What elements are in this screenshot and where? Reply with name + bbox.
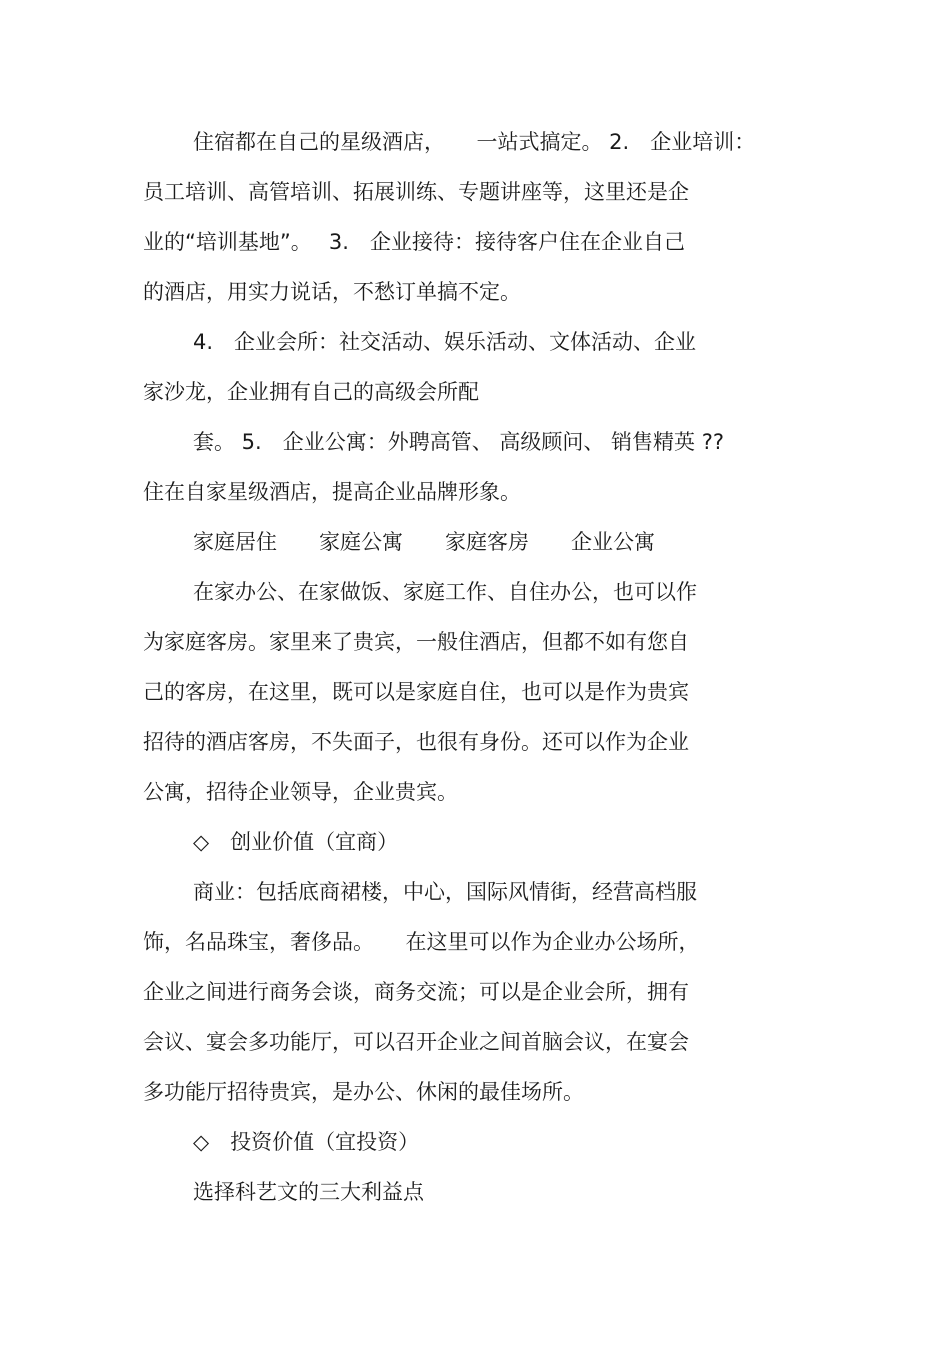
text-line: 多功能厅招待贵宾，是办公、休闲的最佳场所。 — [143, 1080, 584, 1104]
text-line: 企业之间进行商务会谈，商务交流；可以是企业会所，拥有 — [143, 980, 689, 1004]
text-line: 家庭居住 家庭公寓 家庭客房 企业公寓 — [193, 530, 655, 554]
text-line: 选择科艺文的三大利益点 — [193, 1180, 424, 1204]
text-line: 住在自家星级酒店，提高企业品牌形象。 — [143, 480, 521, 504]
text-line: 员工培训、高管培训、拓展训练、专题讲座等，这里还是企 — [143, 180, 689, 204]
text-line: 在家办公、在家做饭、家庭工作、自住办公，也可以作 — [193, 580, 697, 604]
text-line: 商业：包括底商裙楼，中心，国际风情街，经营高档服 — [193, 880, 697, 904]
text-line: 家沙龙，企业拥有自己的高级会所配 — [143, 380, 479, 404]
section-heading: ◇ 投资价值（宜投资） — [193, 1130, 420, 1154]
text-line: 4. 企业会所：社交活动、娱乐活动、文体活动、企业 — [193, 330, 697, 354]
text-line: 业的“培训基地”。 3. 企业接待：接待客户住在企业自己 — [143, 230, 685, 254]
text-line: 套。 5. 企业公寓：外聘高管、 高级顾问、 销售精英 ?? — [193, 430, 725, 454]
section-heading: ◇ 创业价值（宜商） — [193, 830, 399, 854]
text-line: 会议、宴会多功能厅，可以召开企业之间首脑会议，在宴会 — [143, 1030, 689, 1054]
text-line: 己的客房，在这里，既可以是家庭自住，也可以是作为贵宾 — [143, 680, 689, 704]
text-line: 住宿都在自己的星级酒店， 一站式搞定。 2. 企业培训： — [193, 130, 756, 154]
text-line: 公寓，招待企业领导，企业贵宾。 — [143, 780, 458, 804]
text-line: 为家庭客房。家里来了贵宾，一般住酒店，但都不如有您自 — [143, 630, 689, 654]
text-line: 招待的酒店客房，不失面子，也很有身份。还可以作为企业 — [143, 730, 689, 754]
text-line: 饰，名品珠宝，奢侈品。 在这里可以作为企业办公场所， — [143, 930, 700, 954]
text-line: 的酒店，用实力说话，不愁订单搞不定。 — [143, 280, 521, 304]
